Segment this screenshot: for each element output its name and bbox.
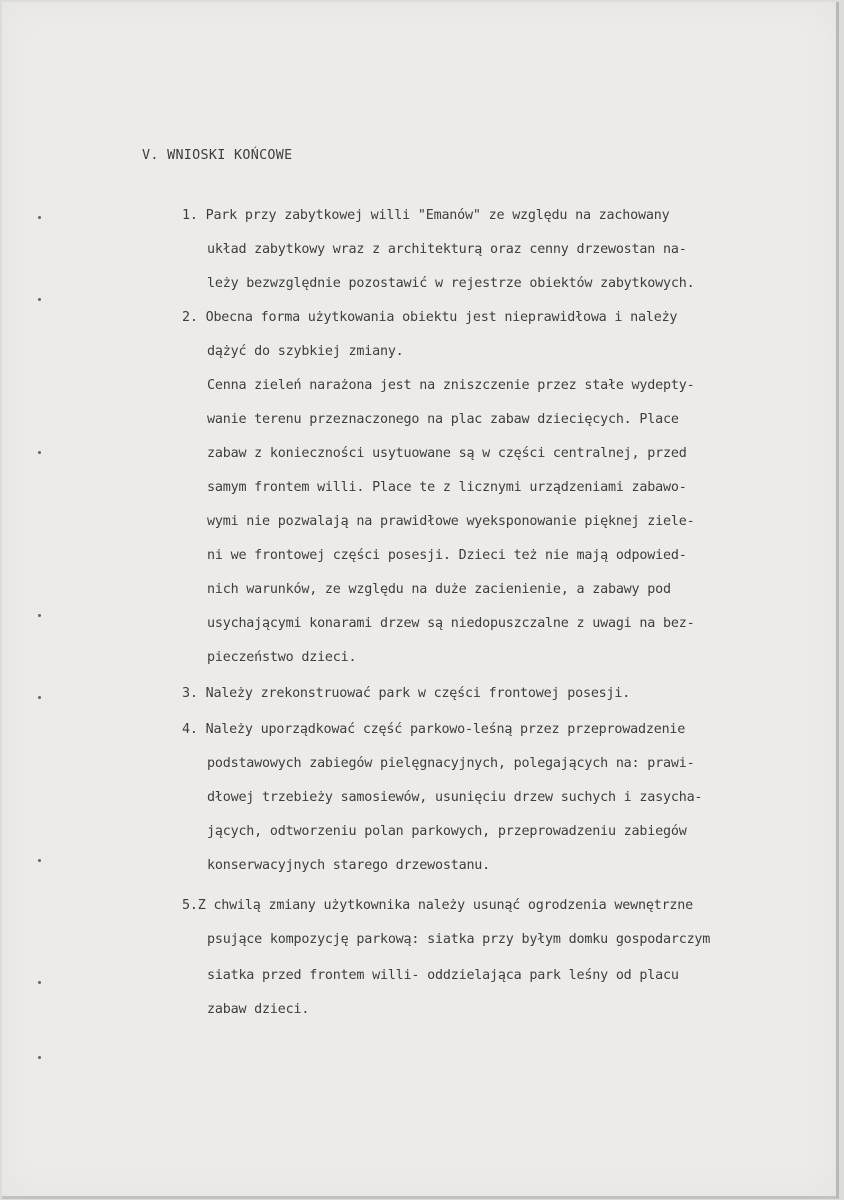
item-4-line-4: jących, odtworzeniu polan parkowych, przeprowadzeniu zabiegów	[207, 824, 687, 839]
item-2-line-3: Cenna zieleń narażona jest na zniszczenie przez stałe wydepty-	[207, 378, 695, 393]
item-2-line-5: zabaw z konieczności usytuowane są w części centralnej, przed	[207, 446, 687, 461]
item-5-line-3: siatka przed frontem willi- oddzielająca park leśny od placu	[207, 968, 679, 983]
item-1-line-3: leży bezwzględnie pozostawić w rejestrze obiektów zabytkowych.	[207, 276, 695, 291]
margin-mark	[38, 451, 41, 454]
item-2-line-2: dążyć do szybkiej zmiany.	[207, 344, 404, 359]
item-2-line-8: ni we frontowej części posesji. Dzieci też nie mają odpowied-	[207, 548, 687, 563]
item-5-line-1: 5.Z chwilą zmiany użytkownika należy usunąć ogrodzenia wewnętrzne	[182, 898, 694, 913]
item-2-line-6: samym frontem willi. Place te z licznymi urządzeniami zabawo-	[207, 480, 687, 495]
document-page	[2, 2, 839, 1199]
item-2-line-9: nich warunków, ze względu na duże zacienienie, a zabawy pod	[207, 582, 671, 597]
margin-mark	[38, 298, 41, 301]
margin-mark	[38, 981, 41, 984]
margin-mark	[38, 696, 41, 699]
item-2-line-10: usychającymi konarami drzew są niedopuszczalne z uwagi na bez-	[207, 616, 695, 631]
item-4-line-1: 4. Należy uporządkować część parkowo-leśną przez przeprowadzenie	[182, 722, 686, 737]
item-2-line-11: pieczeństwo dzieci.	[207, 650, 357, 665]
item-4-line-2: podstawowych zabiegów pielęgnacyjnych, polegających na: prawi-	[207, 756, 695, 771]
item-2-line-4: wanie terenu przeznaczonego na plac zabaw dziecięcych. Place	[207, 412, 679, 427]
item-1-line-1: 1. Park przy zabytkowej willi "Emanów" ze względu na zachowany	[182, 208, 670, 223]
margin-mark	[38, 216, 41, 219]
margin-mark	[38, 614, 41, 617]
item-4-line-3: dłowej trzebieży samosiewów, usunięciu drzew suchych i zasycha-	[207, 790, 703, 805]
item-3-line-1: 3. Należy zrekonstruować park w części frontowej posesji.	[182, 686, 631, 701]
item-5-line-2: psujące kompozycję parkową: siatka przy byłym domku gospodarczym	[207, 932, 711, 947]
margin-mark	[38, 1056, 41, 1059]
item-1-line-2: układ zabytkowy wraz z architekturą oraz cenny drzewostan na-	[207, 242, 687, 257]
item-4-line-5: konserwacyjnych starego drzewostanu.	[207, 858, 491, 873]
section-heading: V. WNIOSKI KOŃCOWE	[142, 148, 293, 163]
item-2-line-7: wymi nie pozwalają na prawidłowe wyeksponowanie pięknej ziele-	[207, 514, 695, 529]
item-5-line-4: zabaw dzieci.	[207, 1002, 310, 1017]
margin-mark	[38, 859, 41, 862]
item-2-line-1: 2. Obecna forma użytkowania obiektu jest nieprawidłowa i należy	[182, 310, 678, 325]
